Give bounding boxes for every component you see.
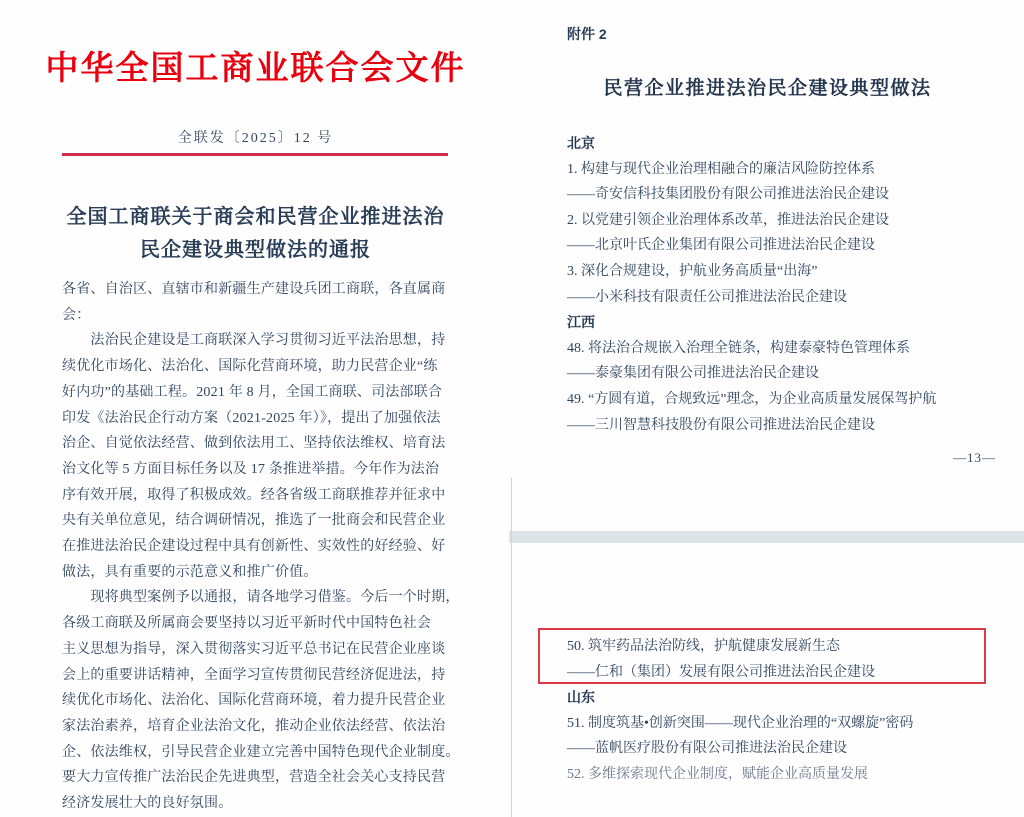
- list-line: ——三川智慧科技股份有限公司推进法治民企建设: [567, 417, 875, 433]
- list-line: 江西: [567, 314, 595, 331]
- doc-number: 全联发〔2025〕12 号: [177, 131, 334, 146]
- text-line: 各省、自治区、直辖市和新疆生产建设兵团工商联，各直属商: [62, 282, 446, 297]
- list-line: ——蓝帆医疗股份有限公司推进法治民企建设: [567, 741, 847, 757]
- text-line: 治文化等 5 方面目标任务以及 17 条推进举措。今年作为法治: [62, 461, 440, 477]
- list-line: 2. 以党建引领企业治理体系改革，推进法治民企建设: [567, 212, 889, 228]
- text-line: 家法治素养，培育企业法治文化，推动企业依法经营、依法治: [62, 718, 446, 734]
- list-line: 49. “方圆有道，合规致远”理念，为企业高质量发展保驾护航: [567, 391, 937, 407]
- document-body: [62, 277, 460, 817]
- text-line: 在推进法治民企建设过程中具有创新性、实效性的好经验、好: [62, 539, 446, 555]
- list-line: 51. 制度筑基•创新突围——现代企业治理的“双螺旋”密码: [567, 715, 914, 731]
- list-line: ——北京叶氏企业集团有限公司推进法治民企建设: [567, 238, 875, 254]
- right-page-top: [511, 0, 1024, 531]
- text-line: 各级工商联及所属商会要坚持以习近平新时代中国特色社会: [62, 616, 432, 632]
- letterhead-rule: [62, 153, 448, 156]
- practice-list: [567, 131, 1013, 438]
- list-line: 1. 构建与现代企业治理相融合的廉洁风险防控体系: [567, 161, 875, 177]
- list-line: ——仁和（集团）发展有限公司推进法治民企建设: [567, 664, 875, 680]
- left-page: [0, 0, 511, 817]
- page-separator-band: [509, 531, 1024, 543]
- text-line: 主义思想为指导，深入贯彻落实习近平总书记在民营企业座谈: [62, 641, 446, 657]
- practice-list-continued: [567, 634, 1013, 788]
- list-line: 52. 多维探索现代企业制度，赋能企业高质量发展: [567, 766, 868, 782]
- text-line: 企、依法维权，引导民营企业建立完善中国特色现代企业制度。: [62, 744, 460, 760]
- list-line: 山东: [567, 689, 595, 706]
- document-title: [20, 201, 491, 267]
- attachment-title: 民营企业推进法治民企建设典型做法: [603, 78, 932, 99]
- text-line: 央有关单位意见，结合调研情况，推选了一批商会和民营企业: [62, 513, 446, 529]
- list-line: 50. 筑牢药品法治防线，护航健康发展新生态: [567, 639, 840, 654]
- document-title-line: 全国工商联关于商会和民营企业推进法治: [66, 206, 445, 228]
- text-line: 要大力宣传推广法治民企先进典型，营造全社会关心支持民营: [62, 770, 446, 786]
- text-line: 续优化市场化、法治化、国际化营商环境，着力提升民营企业: [62, 693, 446, 709]
- text-line: 好内功”的基础工程。2021 年 8 月，全国工商联、司法部联合: [62, 384, 443, 400]
- list-line: 北京: [567, 135, 595, 151]
- list-line: 3. 深化合规建设，护航业务高质量“出海”: [567, 263, 818, 279]
- attachment-label: 附件 2: [567, 26, 607, 42]
- list-line: ——小米科技有限责任公司推进法治民企建设: [567, 289, 847, 305]
- text-line: 经济发展壮大的良好氛围。: [62, 796, 233, 812]
- text-line: 治企、自觉依法经营、做到依法用工、坚持依法维权、培育法: [62, 436, 446, 452]
- text-line: 序有效开展，取得了积极成效。经各省级工商联推荐并征求中: [62, 487, 446, 503]
- text-line: 法治民企建设是工商联深入学习贯彻习近平法治思想，持: [62, 333, 446, 349]
- list-line: ——奇安信科技集团股份有限公司推进法治民企建设: [567, 187, 889, 203]
- text-line: 会上的重要讲话精神，全面学习宣传贯彻民营经济促进法，持: [62, 667, 446, 683]
- list-line: ——泰豪集团有限公司推进法治民企建设: [567, 366, 819, 382]
- text-line: 做法，具有重要的示范意义和推广价值。: [62, 564, 318, 580]
- page-number: —13—: [953, 450, 996, 465]
- right-page-bottom: [512, 543, 1024, 817]
- text-line: 会：: [62, 307, 91, 323]
- text-line: 印发《法治民企行动方案（2021-2025 年）》，提出了加强依法: [62, 410, 441, 426]
- text-line: 续优化市场化、法治化、国际化营商环境，助力民营企业“练: [62, 359, 438, 375]
- list-line: 48. 将法治合规嵌入治理全链条，构建泰豪特色管理体系: [567, 340, 910, 356]
- text-line: 现将典型案例予以通报，请各地学习借鉴。今后一个时期，: [62, 590, 460, 606]
- letterhead-title: 中华全国工商业联合会文件: [45, 51, 466, 87]
- document-title-line: 民企建设典型做法的通报: [140, 239, 371, 261]
